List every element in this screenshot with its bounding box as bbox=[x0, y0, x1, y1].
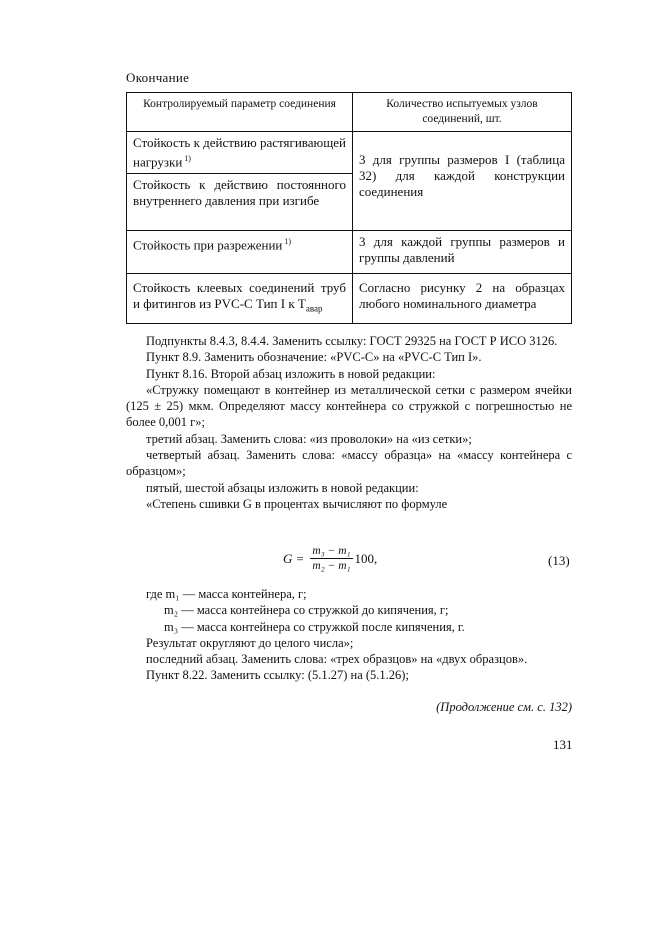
col-header-count: Количество испытуемых узлов соединений, шт. bbox=[353, 93, 572, 132]
formula-fraction bbox=[310, 545, 352, 572]
cell-parameter bbox=[127, 274, 353, 324]
paragraph: «Стружку помещают в контейнер из металлической сетки с размером ячейки (125 ± 25) мкм. Определяют массу контейнера со стружкой с погрешностью не более 0,001 г»; bbox=[126, 382, 572, 430]
table-row bbox=[127, 274, 572, 324]
footnote-mark: 1) bbox=[184, 154, 191, 163]
paragraph: Результат округляют до целого числа»; bbox=[146, 635, 354, 650]
paragraph: Пункт 8.16. Второй абзац изложить в новой редакции: bbox=[146, 366, 436, 381]
cell-count: 3 для каждой группы размеров и группы давлений bbox=[353, 231, 572, 274]
formula bbox=[283, 545, 377, 572]
paragraph: третий абзац. Заменить слова: «из проволоки» на «из сетки»; bbox=[146, 431, 472, 446]
amendments-text bbox=[126, 333, 572, 512]
paragraph: четвертый абзац. Заменить слова: «массу образца» на «массу контейнера с образцом»; bbox=[126, 448, 572, 479]
continuation-heading: Окончание bbox=[126, 70, 190, 85]
definition: где m₁ — масса контейнера, г; bbox=[146, 587, 307, 601]
table-header-row bbox=[127, 93, 572, 132]
table-row bbox=[127, 231, 572, 274]
paragraph: последний абзац. Заменить слова: «трех образцов» на «двух образцов». bbox=[146, 652, 528, 667]
test-parameters-table bbox=[126, 92, 572, 324]
paragraph: «Степень сшивки G в процентах вычисляют по формуле bbox=[146, 496, 448, 511]
paragraph: Пункт 8.22. Заменить ссылку: (5.1.27) на (5.1.26); bbox=[146, 668, 409, 683]
cell-count: 3 для группы размеров I (таблица 32) для каждой конструкции соединения bbox=[353, 132, 572, 231]
definitions-and-tail bbox=[126, 586, 572, 684]
param-text: Стойкость при разрежении bbox=[133, 237, 283, 253]
formula-numerator: m₃ − m₁ bbox=[312, 545, 351, 557]
paragraph: Подпункты 8.4.3, 8.4.4. Заменить ссылку: ГОСТ 29325 на ГОСТ Р ИСО 3126. bbox=[146, 334, 558, 348]
definition: m₂ — масса контейнера со стружкой до кипячения, г; bbox=[164, 603, 449, 618]
cell-parameter bbox=[127, 132, 353, 174]
paragraph: пятый, шестой абзацы изложить в новой редакции: bbox=[146, 480, 419, 495]
cell-parameter: Стойкость к действию постоянного внутреннего давления при изгибе bbox=[127, 174, 353, 231]
definition: m₃ — масса контейнера со стружкой после кипячения, г. bbox=[164, 619, 465, 634]
subscript: авар bbox=[305, 303, 323, 314]
paragraph: Пункт 8.9. Заменить обозначение: «PVC-C» на «PVC-C Тип I». bbox=[146, 350, 482, 365]
formula-lhs: G = bbox=[283, 550, 305, 566]
col-header-parameter: Контролируемый параметр соединения bbox=[127, 93, 353, 132]
table-row bbox=[127, 132, 572, 174]
cell-parameter bbox=[127, 231, 353, 274]
param-text: Стойкость клеевых соединений труб и фитингов из PVC-C Тип I к T bbox=[133, 280, 346, 312]
formula-denominator: m₂ − m₁ bbox=[312, 560, 351, 572]
continuation-note: (Продолжение см. с. 132) bbox=[436, 700, 572, 714]
param-text: Стойкость к действию растягивающей нагрузки bbox=[133, 135, 346, 170]
cell-count: Согласно рисунку 2 на образцах любого номинального диаметра bbox=[353, 274, 572, 324]
equation-number: (13) bbox=[548, 553, 570, 568]
formula-factor: 100, bbox=[354, 550, 378, 566]
page-number: 131 bbox=[553, 737, 573, 752]
footnote-mark: 1) bbox=[284, 237, 292, 247]
